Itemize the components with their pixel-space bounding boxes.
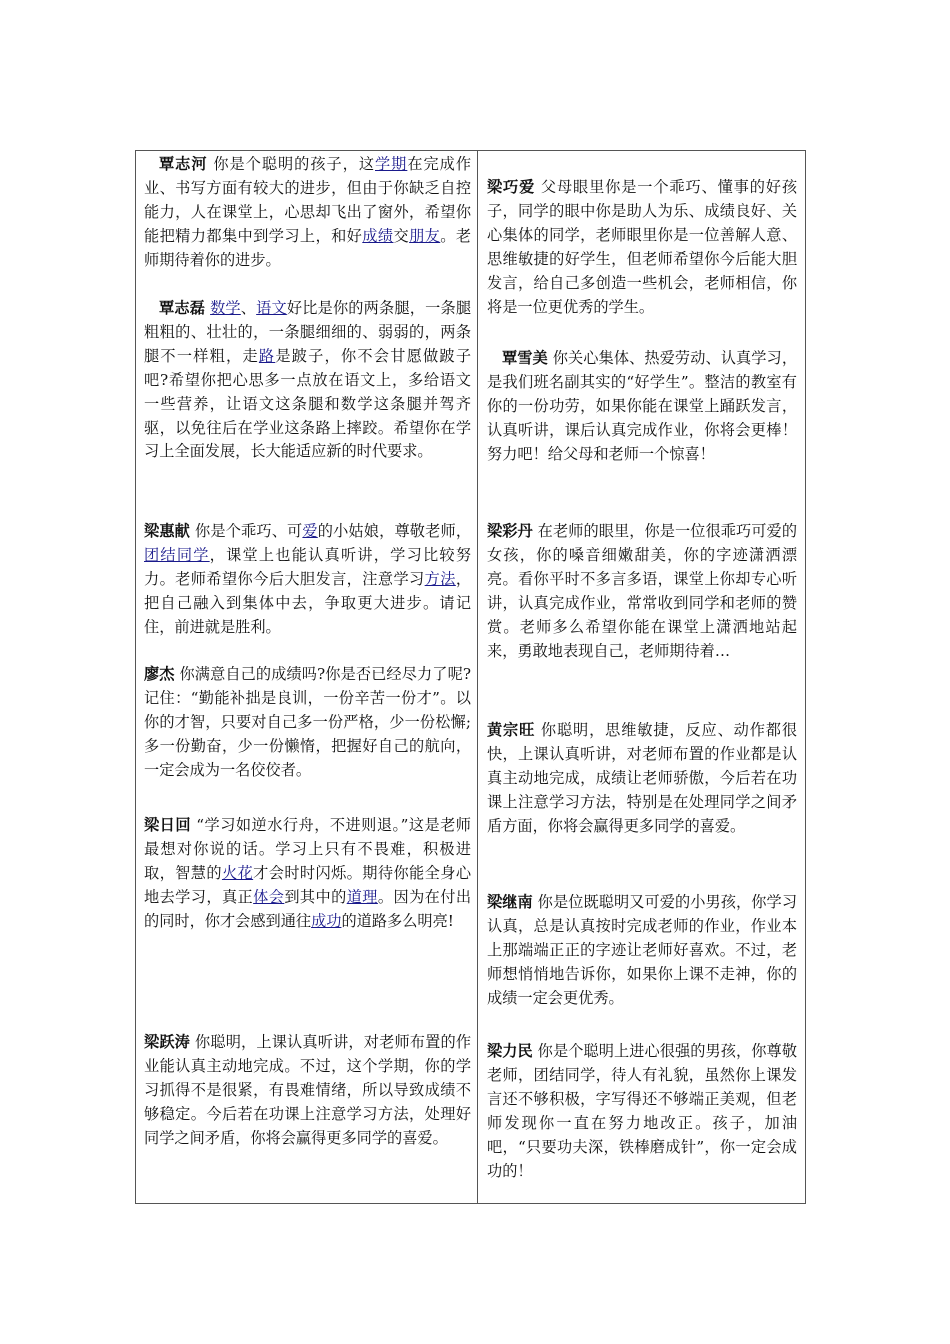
student-name: 覃志磊	[159, 299, 206, 317]
student-name: 覃雪美	[502, 349, 548, 367]
comment-text: 你是个聪明的孩子，这	[207, 155, 375, 173]
comment-text: 你是位既聪明又可爱的小男孩，你学习认真，总是认真按时完成老师的作业，作业本上那端端正正的字迹让老师好喜欢。不过，老师想悄悄地告诉你，如果你上课不走神，你的成绩一定会更优秀。	[487, 893, 798, 1007]
comment-text: ，课堂上也能认真听讲，学习比较努力。老师希望你今后大胆发言，注意学习	[144, 545, 472, 588]
comment-text: 你聪明，思维敏捷，反应、动作都很快，上课认真听讲，对老师布置的作业都是认真主动地完成，成绩让老师骄傲，今后若在功课上注意学习方法，特别是在处理同学之间矛盾方面，你将会赢得更多同学的喜爱。	[487, 721, 798, 835]
comment-text: 你关心集体、热爱劳动、认真学习，是我们班名副其实的“好学生”。整洁的教室有你的一份功劳，如果你能在课堂上踊跃发言，认真听讲，课后认真完成作业，你将会更棒！努力吧！给父母和老师一个惊喜！	[487, 349, 798, 463]
keyword-link[interactable]: 成功	[311, 911, 342, 930]
keyword-link[interactable]: 路	[258, 346, 276, 365]
comment-text: 在老师的眼里，你是一位很乖巧可爱的女孩，你的嗓音细嫩甜美，你的字迹潇洒漂亮。看你平时不多言多语，课堂上你却专心听讲，认真完成作业，常常收到同学和老师的赞赏。老师多么希望你能在课堂上潇洒地站起来，勇敢地表现自己，老师期待着…	[487, 522, 798, 660]
keyword-link[interactable]: 数学	[210, 299, 241, 317]
keyword-link[interactable]: 朋友	[409, 226, 441, 245]
comment-text: 父母眼里你是一个乖巧、懂事的好孩子，同学的眼中你是助人为乐、成绩良好、关心集体的同学，老师眼里你是一位善解人意、思维敏捷的好学生，但老师希望你今后能大胆发言，给自己多创造一些机会，老师相信，你将是一位更优秀的学生。	[487, 178, 798, 316]
student-name: 梁彩丹	[487, 522, 533, 540]
comment-entry	[144, 297, 471, 464]
student-name: 廖杰	[144, 665, 175, 683]
comment-entry	[144, 153, 471, 273]
comment-text: 好比是你的两条腿，一条腿粗粗的、壮壮的，一条腿细细的、弱弱的，两条腿不一样粗，走	[144, 299, 472, 365]
keyword-link[interactable]: 成绩	[362, 226, 394, 245]
keyword-link[interactable]: 火花	[221, 863, 254, 882]
keyword-link[interactable]: 学期	[375, 155, 408, 173]
comment-text: 。老师期待着你的进步。	[144, 226, 472, 269]
comment-text: 你聪明，上课认真听讲，对老师布置的作业能认真主动地完成。不过，这个学期，你的学习抓得不是很紧，有畏难情绪，所以导致成绩不够稳定。今后若在功课上注意学习方法，处理好同学之间矛盾，你将会赢得更多同学的喜爱。	[144, 1033, 472, 1147]
keyword-link[interactable]: 体会	[253, 887, 285, 906]
comment-text: 才会时时闪烁。期待你能全身心地去学习，真正	[144, 863, 472, 906]
right-column	[478, 151, 805, 1203]
comment-entry	[487, 1040, 797, 1183]
comment-text: 你满意自己的成绩吗?你是否已经尽力了呢?记住：“勤能补拙是良训，一份辛苦一份才”。以你的才智，只要对自己多一份严格，少一份松懈;多一份勤奋，少一份懒惰，把握好自己的航向，一定会成为一名佼佼者。	[144, 665, 471, 779]
comment-entry	[487, 176, 797, 319]
left-column	[136, 151, 478, 1203]
comment-text: 你是个乖巧、可	[190, 522, 303, 540]
comment-entry	[144, 1031, 471, 1151]
comment-text: 你是个聪明上进心很强的男孩，你尊敬老师，团结同学，待人有礼貌，虽然你上课发言还不够积极，字写得还不够端正美观，但老师发现你一直在努力地改正。孩子，加油吧，“只要功夫深，铁棒磨成针”，你一定会成功的！	[487, 1042, 798, 1180]
comment-text: 到其中的	[284, 887, 347, 906]
student-name: 梁力民	[487, 1042, 533, 1060]
comment-text: “学习如逆水行舟，不进则退。”这是老师最想对你说的话。学习上只有不畏难，积极进取，智慧的	[144, 816, 471, 882]
student-name: 梁巧爱	[487, 178, 536, 196]
student-name: 梁日回	[144, 816, 191, 834]
comment-text: 的小姑娘，尊敬老师，	[317, 522, 472, 540]
comment-entry	[487, 520, 797, 663]
keyword-link[interactable]: 团结同学	[144, 545, 210, 564]
comment-entry	[487, 347, 797, 467]
student-name: 覃志河	[159, 155, 208, 173]
student-name: 梁惠献	[144, 522, 191, 540]
comments-table	[135, 150, 806, 1204]
comment-entry	[487, 719, 797, 839]
keyword-link[interactable]: 语文	[256, 299, 287, 317]
comment-text: 的道路多么明亮!	[341, 911, 454, 930]
comment-entry	[144, 663, 471, 783]
comment-text: 交	[393, 226, 410, 245]
comment-entry	[144, 520, 471, 640]
student-name: 梁继南	[487, 893, 533, 911]
student-name: 梁跃涛	[144, 1033, 191, 1051]
comment-text: ，把自己融入到集体中去，争取更大进步。请记住，前进就是胜利。	[144, 569, 472, 636]
keyword-link[interactable]: 爱	[302, 522, 318, 540]
comment-entry	[487, 891, 797, 1011]
student-name: 黄宗旺	[487, 721, 536, 739]
comment-text: 。因为在付出的同时，你才会感到通往	[144, 887, 472, 930]
keyword-link[interactable]: 方法	[424, 569, 456, 588]
comment-text: 、	[240, 299, 257, 317]
keyword-link[interactable]: 道理	[346, 887, 378, 906]
comment-text: 在完成作业、书写方面有较大的进步，但由于你缺乏自控能力，人在课堂上，心思却飞出了窗外，希望你能把精力都集中到学习上，和好	[144, 155, 472, 245]
comment-text: 是跛子，你不会甘愿做跛子吧?希望你把心思多一点放在语文上，多给语文一些营养，让语文这条腿和数学这条腿并驾齐驱，以免往后在学业这条路上摔跤。希望你在学习上全面发展，长大能适应新的时代要求。	[144, 346, 472, 461]
comment-entry	[144, 814, 471, 934]
